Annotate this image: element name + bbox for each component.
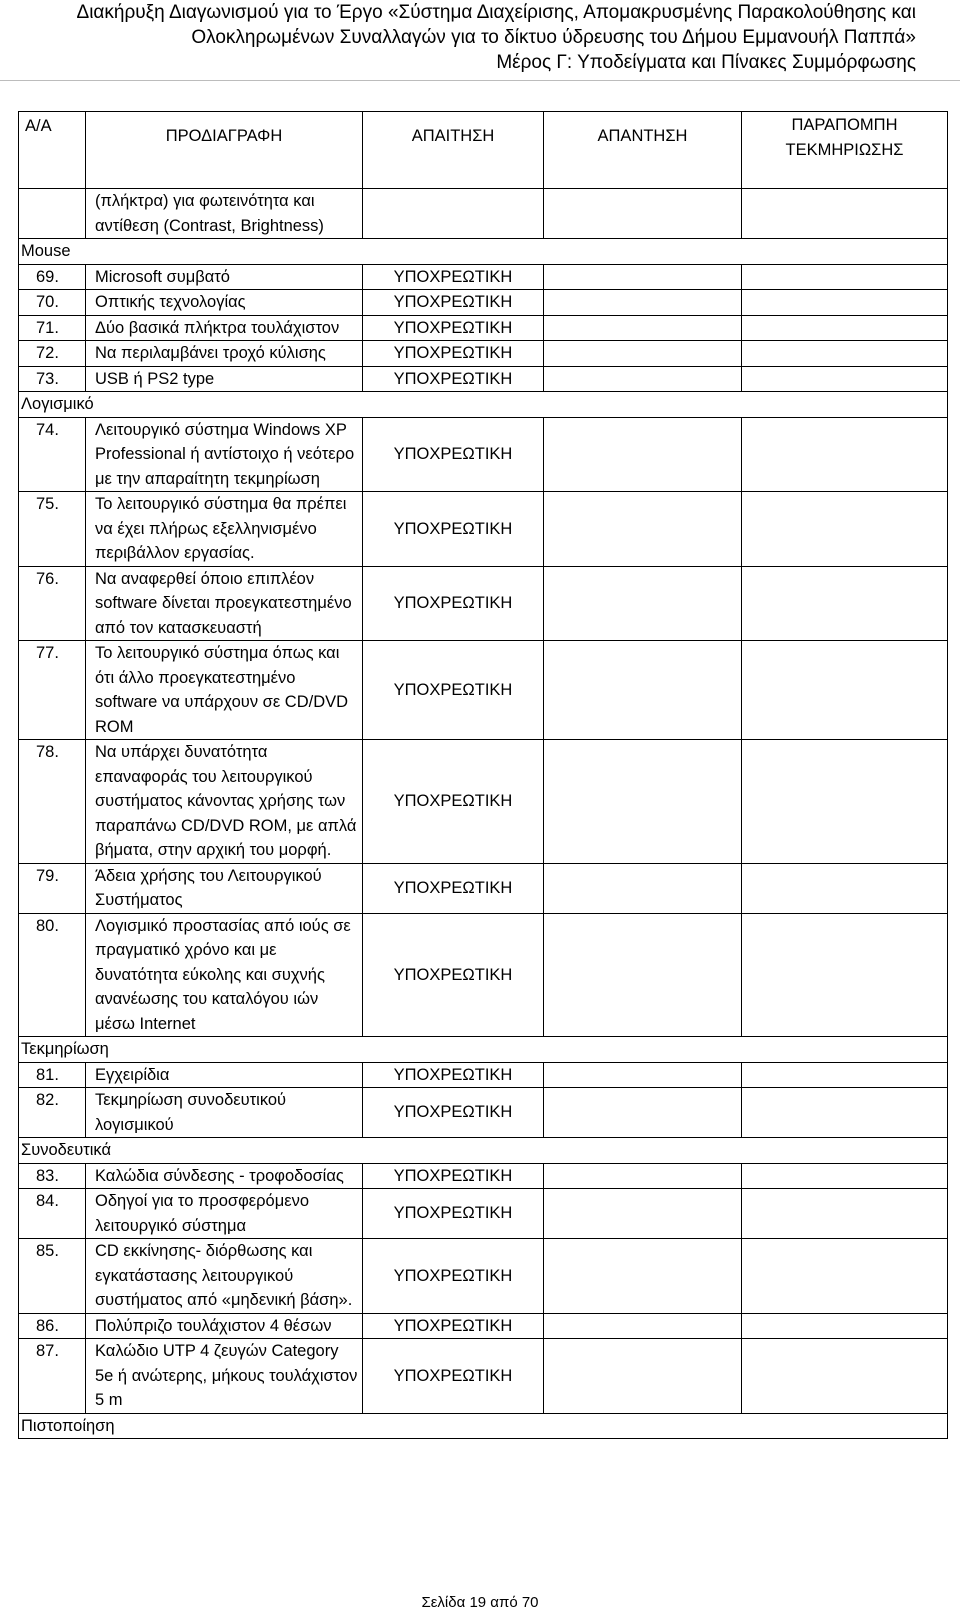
row-spec-text: Καλώδιο UTP 4 ζευγών Category 5e ή ανώτερης, μήκους τουλάχιστον 5 m [86,1339,363,1414]
row-number: 79. [19,863,86,913]
row-number: 74. [19,417,86,492]
row-requirement: ΥΠΟΧΡΕΩΤΙΚΗ [363,863,544,913]
row-requirement: ΥΠΟΧΡΕΩΤΙΚΗ [363,1313,544,1339]
header-reference-line1: ΠΑΡΑΠΟΜΠΗ [791,116,898,134]
table-row [19,189,948,239]
row-number [19,189,86,239]
section-row [19,239,948,265]
table-header-row [19,112,948,189]
header-divider [0,80,960,81]
row-answer-cell [544,1088,742,1138]
compliance-table [18,111,948,1439]
table-row [19,341,948,367]
row-requirement: ΥΠΟΧΡΕΩΤΙΚΗ [363,341,544,367]
table-row [19,566,948,641]
row-spec-text: Καλώδια σύνδεσης - τροφοδοσίας [86,1163,363,1189]
row-spec-text: Άδεια χρήσης του Λειτουργικού Συστήματος [86,863,363,913]
row-number: 87. [19,1339,86,1414]
row-answer-cell [544,189,742,239]
row-reference-cell [742,1313,948,1339]
row-answer-cell [544,1239,742,1314]
section-certification: Πιστοποίηση [19,1413,948,1439]
row-number: 80. [19,913,86,1037]
section-row [19,1037,948,1063]
row-reference-cell [742,264,948,290]
table-row [19,1189,948,1239]
row-reference-cell [742,315,948,341]
row-spec-text: Δύο βασικά πλήκτρα τουλάχιστον [86,315,363,341]
row-reference-cell [742,1163,948,1189]
row-answer-cell [544,566,742,641]
section-row [19,392,948,418]
table-row [19,740,948,864]
row-spec-text: CD εκκίνησης- διόρθωσης και εγκατάστασης λειτουργικού συστήματος από «μηδενική βάση». [86,1239,363,1314]
row-answer-cell [544,1163,742,1189]
row-spec-text: Εγχειρίδια [86,1062,363,1088]
header-aa: Α/Α [19,112,86,189]
header-answer: ΑΠΑΝΤΗΣΗ [544,112,742,189]
table-row [19,1088,948,1138]
table-row [19,492,948,567]
row-number: 72. [19,341,86,367]
row-spec-text: Τεκμηρίωση συνοδευτικού λογισμικού [86,1088,363,1138]
section-documentation: Τεκμηρίωση [19,1037,948,1063]
section-row [19,1138,948,1164]
row-answer-cell [544,1313,742,1339]
row-reference-cell [742,1062,948,1088]
row-requirement: ΥΠΟΧΡΕΩΤΙΚΗ [363,1189,544,1239]
continuation-text: (πλήκτρα) για φωτεινότητα και αντίθεση (Contrast, Brightness) [86,189,363,239]
table-row [19,315,948,341]
row-answer-cell [544,315,742,341]
row-spec-text: Να υπάρχει δυνατότητα επαναφοράς του λειτουργικού συστήματος κάνοντας χρήσης των παραπάνω CD/DVD ROM, με απλά βήματα, στην αρχική του μορφή. [86,740,363,864]
row-reference-cell [742,566,948,641]
row-number: 77. [19,641,86,740]
table-row [19,366,948,392]
row-reference-cell [742,1189,948,1239]
row-spec-text: Λογισμικό προστασίας από ιούς σε πραγματικό χρόνο και με δυνατότητα εύκολης και συχνής ανανέωσης του καταλόγου ιών μέσω Internet [86,913,363,1037]
row-requirement: ΥΠΟΧΡΕΩΤΙΚΗ [363,315,544,341]
row-requirement: ΥΠΟΧΡΕΩΤΙΚΗ [363,913,544,1037]
row-requirement: ΥΠΟΧΡΕΩΤΙΚΗ [363,566,544,641]
row-reference-cell [742,492,948,567]
row-requirement: ΥΠΟΧΡΕΩΤΙΚΗ [363,641,544,740]
section-software: Λογισμικό [19,392,948,418]
row-spec-text: Οπτικής τεχνολογίας [86,290,363,316]
row-number: 82. [19,1088,86,1138]
row-number: 75. [19,492,86,567]
table-row [19,1163,948,1189]
row-requirement: ΥΠΟΧΡΕΩΤΙΚΗ [363,417,544,492]
table-row [19,863,948,913]
row-spec-text: USB ή PS2 type [86,366,363,392]
row-answer-cell [544,492,742,567]
table-row [19,417,948,492]
row-spec-text: Να περιλαμβάνει τροχό κύλισης [86,341,363,367]
row-number: 81. [19,1062,86,1088]
row-answer-cell [544,641,742,740]
document-header [16,0,916,75]
row-answer-cell [544,341,742,367]
row-number: 69. [19,264,86,290]
row-reference-cell [742,863,948,913]
row-spec-text: Microsoft συμβατό [86,264,363,290]
row-requirement: ΥΠΟΧΡΕΩΤΙΚΗ [363,290,544,316]
row-answer-cell [544,913,742,1037]
row-reference-cell [742,417,948,492]
row-number: 84. [19,1189,86,1239]
header-spec: ΠΡΟΔΙΑΓΡΑΦΗ [86,112,363,189]
row-number: 85. [19,1239,86,1314]
row-answer-cell [544,740,742,864]
row-number: 86. [19,1313,86,1339]
row-spec-text: Να αναφερθεί όποιο επιπλέον software δίνεται προεγκατεστημένο από τον κατασκευαστή [86,566,363,641]
table-row [19,290,948,316]
row-number: 73. [19,366,86,392]
row-reference-cell [742,1339,948,1414]
row-requirement: ΥΠΟΧΡΕΩΤΙΚΗ [363,1339,544,1414]
section-row [19,1413,948,1439]
row-reference-cell [742,641,948,740]
header-reference-line2: ΤΕΚΜΗΡΙΩΣΗΣ [785,140,904,159]
row-requirement: ΥΠΟΧΡΕΩΤΙΚΗ [363,366,544,392]
row-spec-text: Το λειτουργικό σύστημα όπως και ότι άλλο προεγκατεστημένο software να υπάρχουν σε CD/DVD ROM [86,641,363,740]
header-line-1: Διακήρυξη Διαγωνισμού για το Έργο «Σύστημα Διαχείρισης, Απομακρυσμένης Παρακολούθησης και [76,2,916,23]
row-reference-cell [742,913,948,1037]
row-number: 78. [19,740,86,864]
row-requirement: ΥΠΟΧΡΕΩΤΙΚΗ [363,492,544,567]
header-line-2: Ολοκληρωμένων Συναλλαγών για το δίκτυο ύδρευσης του Δήμου Εμμανουήλ Παππά» [191,27,916,48]
table-row [19,1313,948,1339]
table-row [19,1062,948,1088]
row-answer-cell [544,1062,742,1088]
section-accessories: Συνοδευτικά [19,1138,948,1164]
row-number: 76. [19,566,86,641]
row-answer-cell [544,1339,742,1414]
row-spec-text: Λειτουργικό σύστημα Windows XP Professional ή αντίστοιχο ή νεότερο με την απαραίτητη τεκμηρίωση [86,417,363,492]
row-requirement: ΥΠΟΧΡΕΩΤΙΚΗ [363,740,544,864]
row-answer-cell [544,863,742,913]
row-reference-cell [742,1239,948,1314]
row-requirement: ΥΠΟΧΡΕΩΤΙΚΗ [363,1239,544,1314]
table-row [19,1239,948,1314]
row-number: 71. [19,315,86,341]
row-reference-cell [742,341,948,367]
row-spec-text: Οδηγοί για το προσφερόμενο λειτουργικό σύστημα [86,1189,363,1239]
row-requirement: ΥΠΟΧΡΕΩΤΙΚΗ [363,1062,544,1088]
row-answer-cell [544,366,742,392]
row-requirement: ΥΠΟΧΡΕΩΤΙΚΗ [363,1163,544,1189]
row-spec-text: Το λειτουργικό σύστημα θα πρέπει να έχει πλήρως εξελληνισμένο περιβάλλον εργασίας. [86,492,363,567]
row-reference-cell [742,366,948,392]
row-spec-text: Πολύπριζο τουλάχιστον 4 θέσων [86,1313,363,1339]
section-mouse: Mouse [19,239,948,265]
table-row [19,1339,948,1414]
row-reference-cell [742,740,948,864]
table-row [19,264,948,290]
header-reference [742,112,948,189]
row-number: 70. [19,290,86,316]
header-line-3: Μέρος Γ: Υποδείγματα και Πίνακες Συμμόρφωσης [496,52,916,73]
table-row [19,641,948,740]
row-answer-cell [544,290,742,316]
row-answer-cell [544,1189,742,1239]
page-number: Σελίδα 19 από 70 [421,1594,539,1611]
row-requirement: ΥΠΟΧΡΕΩΤΙΚΗ [363,264,544,290]
row-answer-cell [544,417,742,492]
row-requirement [363,189,544,239]
header-requirement: ΑΠΑΙΤΗΣΗ [363,112,544,189]
row-reference-cell [742,189,948,239]
row-answer-cell [544,264,742,290]
row-requirement: ΥΠΟΧΡΕΩΤΙΚΗ [363,1088,544,1138]
row-number: 83. [19,1163,86,1189]
row-reference-cell [742,1088,948,1138]
table-row [19,913,948,1037]
row-reference-cell [742,290,948,316]
